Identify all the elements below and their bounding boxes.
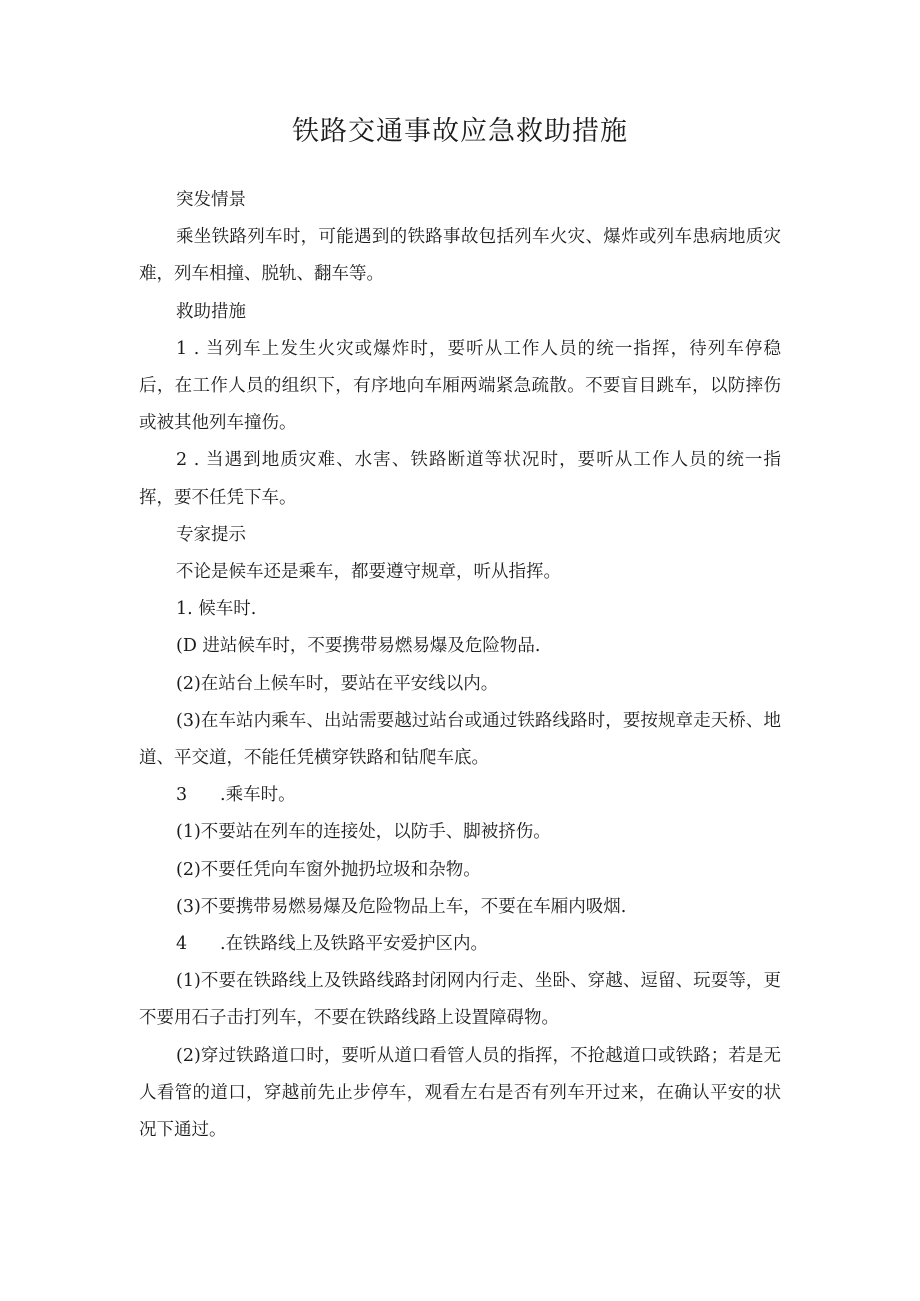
list-heading-text: .在铁路线上及铁路平安爱护区内。: [220, 934, 489, 955]
list-number: 4: [176, 934, 188, 955]
document-body: [139, 182, 781, 1149]
list-item: (3)不要携带易燃易爆及危险物品上车，不要在车厢内吸烟.: [176, 896, 627, 917]
paragraph: 不论是候车还是乘车，都要遵守规章，听从指挥。: [176, 562, 561, 583]
document-title: 铁路交通事故应急救助措施: [292, 116, 628, 147]
section-heading: 突发情景: [176, 190, 246, 210]
list-heading: [139, 777, 781, 814]
list-item: (D 进站候车时，不要携带易燃易爆及危险物品.: [176, 636, 541, 657]
list-item: (1)不要站在列车的连接处，以防手、脚被挤伤。: [176, 822, 551, 843]
list-item: (2)在站台上候车时，要站在平安线以内。: [176, 673, 499, 694]
list-heading: [139, 926, 781, 963]
paragraph: 1 . 当列车上发生火灾或爆炸时，要听从工作人员的统一指挥，待列车停稳后，在工作人员的组织下，有序地向车厢两端紧急疏散。不要盲目跳车，以防摔伤或被其他列车撞伤。: [139, 338, 781, 434]
list-heading-text: .乘车时。: [220, 785, 296, 806]
list-number: 3: [176, 785, 188, 806]
list-item: 1. 候车时.: [176, 599, 257, 620]
paragraph: 2 . 当遇到地质灾难、水害、铁路断道等状况时，要听从工作人员的统一指挥，要不任凭下车。: [139, 450, 781, 508]
section-heading: 救助措施: [176, 301, 246, 322]
section-heading: 专家提示: [176, 524, 246, 545]
list-item: (2)不要任凭向车窗外抛扔垃圾和杂物。: [176, 859, 481, 880]
list-item: (2)穿过铁路道口时，要听从道口看管人员的指挥，不抢越道口或铁路；若是无人看管的道口，穿越前先止步停车，观看左右是否有列车开过来，在确认平安的状况下通过。: [139, 1045, 781, 1141]
list-item: (3)在车站内乘车、出站需要越过站台或通过铁路线路时，要按规章走天桥、地道、平交道，不能任凭横穿铁路和钻爬车底。: [139, 710, 781, 769]
list-item: (1)不要在铁路线上及铁路线路封闭网内行走、坐卧、穿越、逗留、玩耍等，更不要用石子击打列车，不要在铁路线路上设置障碍物。: [139, 971, 781, 1029]
paragraph: 乘坐铁路列车时，可能遇到的铁路事故包括列车火灾、爆炸或列车患病地质灾难，列车相撞、脱轨、翻车等。: [139, 227, 781, 285]
